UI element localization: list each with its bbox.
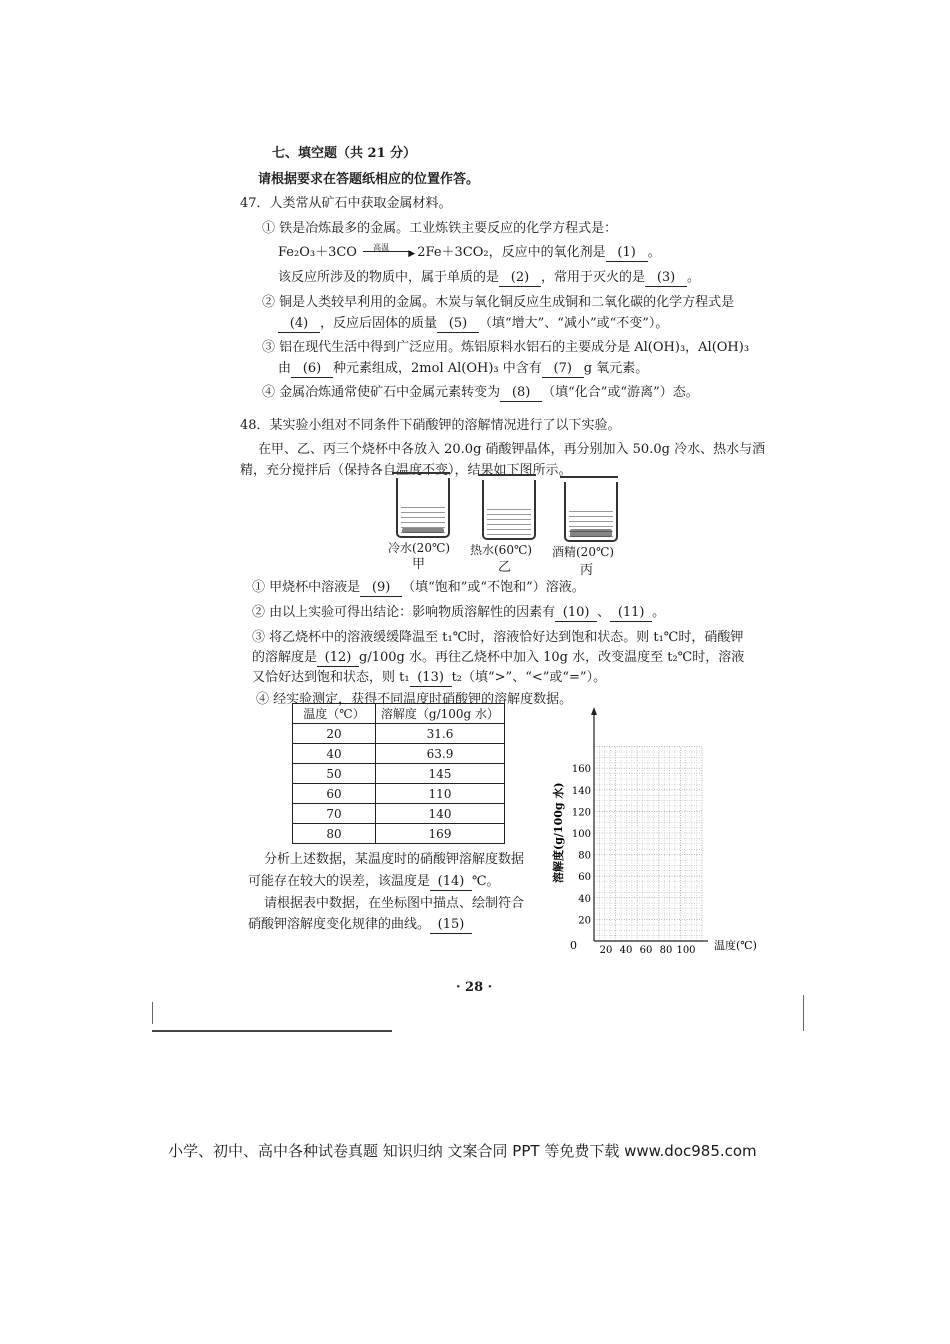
table-cell: 70 xyxy=(293,804,376,824)
scan-edge-line xyxy=(152,1030,392,1032)
q47-part1b: 该反应所涉及的物质中，属于单质的是 (2) ，常用于灭火的是 (3) 。 xyxy=(278,270,701,285)
blank-4[interactable]: (4) xyxy=(278,316,320,333)
q47-stem: 47．人类常从矿石中获取金属材料。 xyxy=(240,196,452,211)
blank-3[interactable]: (3) xyxy=(645,270,687,287)
y-tick-label: 160 xyxy=(571,764,591,776)
y-tick-label: 40 xyxy=(578,893,591,905)
beaker-yi-condition: 热水(60℃) xyxy=(470,543,533,557)
q47-part3: ③ 铝在现代生活中得到广泛应用。炼铝原料水铝石的主要成分是 Al(OH)₃，Al(OH)₃ xyxy=(262,340,750,355)
q48-analysis-line3: 请根据表中数据，在坐标图中描点、绘制符合 xyxy=(264,896,525,911)
blank-1[interactable]: (1) xyxy=(606,245,648,262)
scan-edge-mark xyxy=(152,1002,153,1024)
q48-part3b: 的溶解度是 (12) g/100g 水。再往乙烧杯中加入 10g 水，改变温度至 t₂℃时，溶液 xyxy=(252,650,745,665)
q48-analysis-line1: 分析上述数据，某温度时的硝酸钾溶解度数据 xyxy=(264,852,525,867)
page-number: · 28 · xyxy=(456,980,493,995)
q48-part3: ③ 将乙烧杯中的溶液缓缓降温至 t₁℃时，溶液恰好达到饱和状态。则 t₁℃时，硝酸钾 xyxy=(252,630,744,645)
blank-12[interactable]: (12) xyxy=(317,650,359,667)
x-axis-label: 温度(℃) xyxy=(714,939,757,952)
blank-5[interactable]: (5) xyxy=(437,316,479,333)
table-row xyxy=(293,724,505,744)
y-tick-label: 80 xyxy=(578,850,591,862)
table-cell: 110 xyxy=(376,784,505,804)
q47-part1: ① 铁是冶炼最多的金属。工业炼铁主要反应的化学方程式是： xyxy=(262,221,618,236)
x-tick-label: 60 xyxy=(639,945,653,955)
q48-intro-line2: 精，充分搅拌后（保持各自温度不变），结果如下图所示。 xyxy=(240,463,572,478)
beaker-bing-label: 丙 xyxy=(580,563,594,578)
x-tick-label: 20 xyxy=(599,945,613,955)
blank-2[interactable]: (2) xyxy=(499,270,541,287)
reaction-arrow: 高温 ▶ xyxy=(363,251,411,252)
y-tick-label: 100 xyxy=(571,829,591,840)
table-header-temperature: 温度（℃） xyxy=(293,704,376,724)
q47-part4: ④ 金属冶炼通常使矿石中金属元素转变为 (8) （填“化合”或“游离”）态。 xyxy=(262,385,699,400)
table-row xyxy=(293,764,505,784)
blank-14[interactable]: (14) xyxy=(430,874,472,891)
y-tick-labels xyxy=(572,764,591,926)
beaker-jia xyxy=(396,478,450,538)
beaker-jia-condition: 冷水(20℃) xyxy=(388,541,451,555)
table-cell: 145 xyxy=(376,764,505,784)
table-row xyxy=(293,784,505,804)
chart-grid xyxy=(594,747,702,941)
table-cell: 169 xyxy=(376,824,505,844)
beaker-yi-label: 乙 xyxy=(498,560,512,575)
solubility-table xyxy=(292,703,505,844)
table-header-solubility: 溶解度（g/100g 水） xyxy=(376,704,505,724)
blank-8[interactable]: (8) xyxy=(500,385,542,402)
q48-analysis-line4: 硝酸钾溶解度变化规律的曲线。 (15) xyxy=(248,917,472,934)
table-header-row xyxy=(293,704,505,724)
table-cell: 80 xyxy=(293,824,376,844)
blank-9[interactable]: (9) xyxy=(360,580,402,597)
blank-6[interactable]: (6) xyxy=(291,361,333,378)
solubility-grid-chart[interactable] xyxy=(548,705,778,955)
blank-11[interactable]: (11) xyxy=(610,605,652,622)
y-tick-label: 120 xyxy=(571,807,591,819)
beaker-jia-label: 甲 xyxy=(412,557,426,572)
blank-10[interactable]: (10) xyxy=(555,605,597,622)
x-tick-label: 40 xyxy=(619,945,633,955)
table-row xyxy=(293,744,505,764)
q48-part2: ② 由以上实验可得出结论：影响物质溶解性的因素有 (10) 、 (11) 。 xyxy=(252,605,666,620)
table-cell: 60 xyxy=(293,784,376,804)
q48-intro-line1: 在甲、乙、丙三个烧杯中各放入 20.0g 硝酸钾晶体，再分别加入 50.0g 冷水、热水与酒 xyxy=(258,442,766,457)
q47-part3b: 由 (6) 种元素组成，2mol Al(OH)₃ 中含有 (7) g 氧元素。 xyxy=(278,361,649,376)
x-tick-labels xyxy=(600,945,696,955)
beaker-bing xyxy=(564,482,618,542)
q47-part2: ② 铜是人类较早利用的金属。木炭与氧化铜反应生成铜和二氧化碳的化学方程式是 xyxy=(262,295,735,310)
q47-part2b: (4) ，反应后固体的质量 (5) （填“增大”、“减小”或“不变”）。 xyxy=(278,316,668,333)
x-tick-label: 100 xyxy=(676,945,696,955)
table-cell: 63.9 xyxy=(376,744,505,764)
q48-part3c: 又恰好达到饱和状态，则 t₁ (13) t₂（填“>”、“<”或“=”）。 xyxy=(252,670,607,685)
q48-part4: ④ 经实验测定，获得不同温度时硝酸钾的溶解度数据。 xyxy=(256,692,573,707)
table-cell: 50 xyxy=(293,764,376,784)
blank-15[interactable]: (15) xyxy=(430,917,472,934)
blank-13[interactable]: (13) xyxy=(410,670,452,687)
footer-text: 小学、初中、高中各种试卷真题 知识归纳 文案合同 PPT 等免费下载 www.doc985.com xyxy=(168,1142,757,1160)
q48-stem: 48．某实验小组对不同条件下硝酸钾的溶解情况进行了以下实验。 xyxy=(240,418,621,433)
beaker-bing-condition: 酒精(20℃) xyxy=(552,545,615,559)
blank-7[interactable]: (7) xyxy=(542,361,584,378)
table-row xyxy=(293,824,505,844)
y-tick-label: 20 xyxy=(578,915,591,927)
q48-analysis-line2: 可能存在较大的误差，该温度是 (14) ℃。 xyxy=(248,874,500,889)
table-cell: 40 xyxy=(293,744,376,764)
q48-part1: ① 甲烧杯中溶液是 (9) （填“饱和”或“不饱和”）溶液。 xyxy=(252,580,585,595)
y-tick-label: 60 xyxy=(578,872,591,884)
section-instruction: 请根据要求在答题纸相应的位置作答。 xyxy=(258,172,480,187)
beaker-yi xyxy=(482,480,536,540)
section-title: 七、填空题（共 21 分） xyxy=(272,146,417,161)
y-axis-arrow-icon xyxy=(591,707,597,715)
y-tick-label: 140 xyxy=(571,785,591,797)
y-axis-label: 溶解度(g/100g 水) xyxy=(552,782,565,883)
x-tick-label: 80 xyxy=(659,945,673,955)
table-row xyxy=(293,804,505,824)
table-cell: 20 xyxy=(293,724,376,744)
table-cell: 140 xyxy=(376,804,505,824)
q47-equation: Fe₂O₃＋3CO 高温 ▶ 2Fe＋3CO₂，反应中的氧化剂是 (1) 。 xyxy=(278,243,661,260)
table-cell: 31.6 xyxy=(376,724,505,744)
scan-edge-mark xyxy=(803,995,804,1031)
origin-label: 0 xyxy=(570,939,577,952)
